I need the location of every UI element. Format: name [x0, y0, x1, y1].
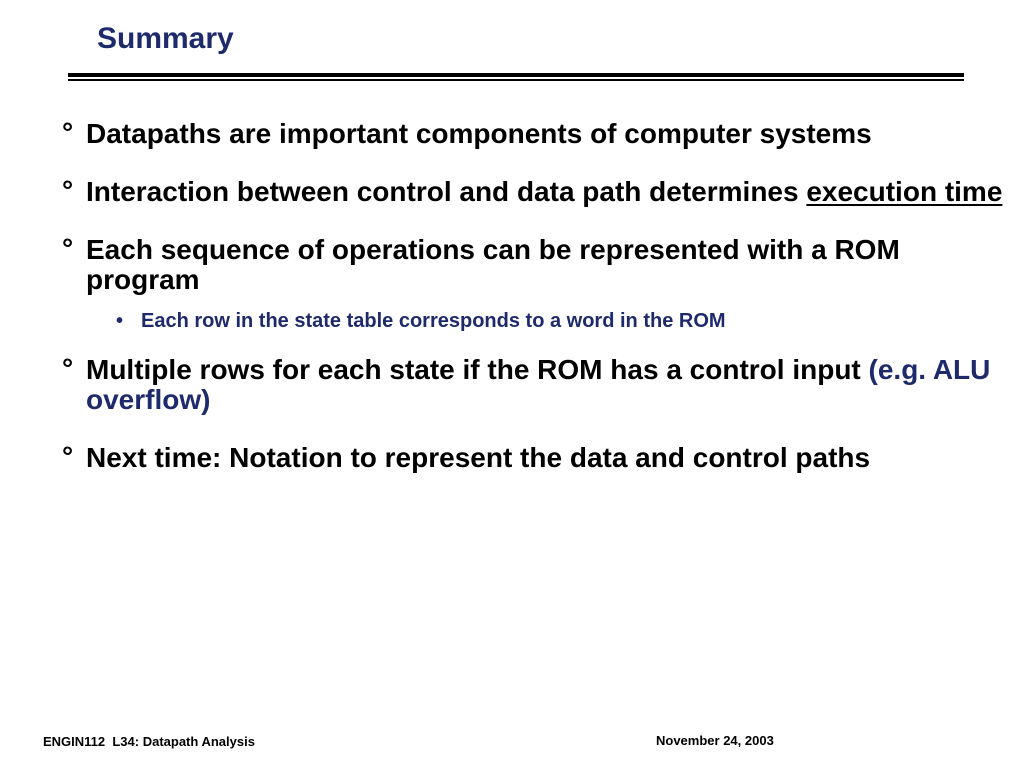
bullet-item [60, 235, 1010, 333]
title-divider-thin [68, 79, 964, 81]
bullet-text: Interaction between control and data path determines [86, 176, 807, 207]
bullet-list [60, 119, 1010, 501]
bullet-item [60, 355, 1010, 415]
bullet-emphasis: execution time [806, 176, 1003, 207]
bullet-marker: ° [62, 353, 74, 384]
bullet-item [60, 443, 1010, 473]
bullet-text: Datapaths are important components of computer systems [86, 118, 872, 149]
bullet-aside: (e.g. ALU overflow) [86, 354, 991, 415]
title-divider-thick [68, 73, 964, 77]
sub-bullet-item [86, 309, 1010, 333]
footer-course-label: ENGIN112 L34: Datapath Analysis [43, 734, 255, 749]
bullet-item [60, 177, 1010, 207]
sub-bullet-list [86, 309, 1010, 333]
bullet-item [60, 119, 1010, 149]
sub-bullet-marker: • [116, 310, 124, 332]
bullet-marker: ° [62, 233, 74, 264]
sub-bullet-text: Each row in the state table corresponds to a word in the ROM [141, 310, 726, 332]
footer-date: November 24, 2003 [656, 733, 774, 748]
bullet-text: Each sequence of operations can be represented with a ROM program [86, 234, 900, 295]
bullet-marker: ° [62, 441, 74, 472]
bullet-marker: ° [62, 175, 74, 206]
bullet-text: Multiple rows for each state if the ROM has a control input [86, 354, 869, 385]
bullet-text: Next time: Notation to represent the data and control paths [86, 442, 871, 473]
bullet-marker: ° [62, 117, 74, 148]
slide-title: Summary [97, 22, 234, 55]
